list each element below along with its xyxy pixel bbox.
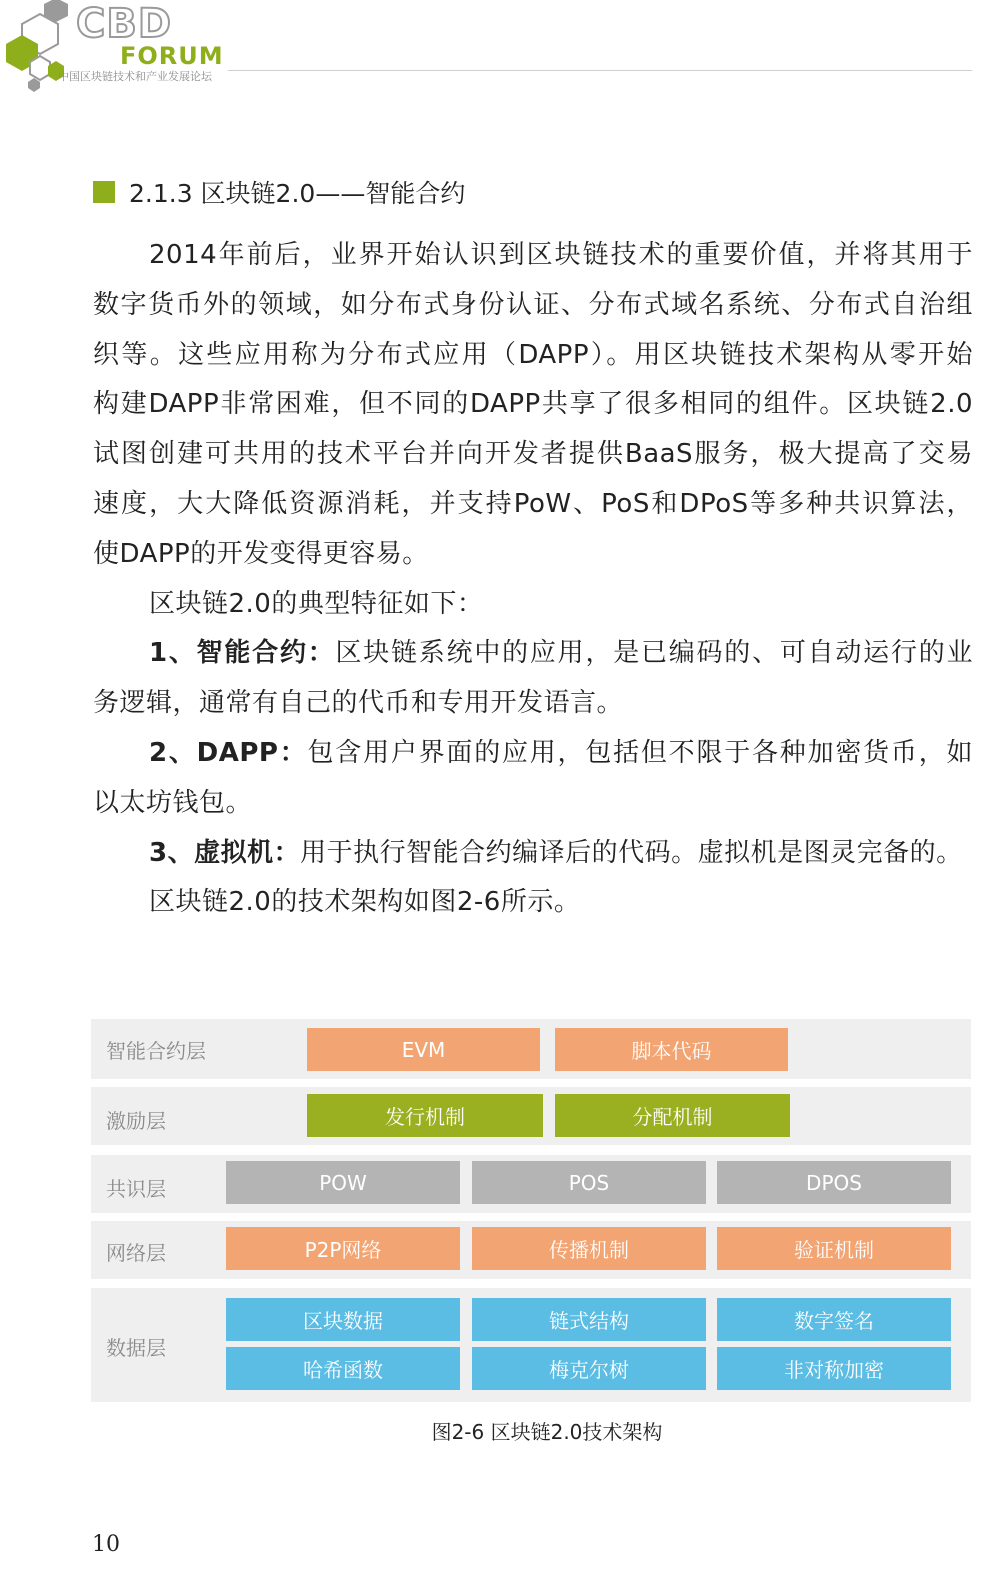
layer-smart-contract: [91, 1019, 971, 1079]
logo-forum-text: FORUM: [120, 42, 224, 70]
component-box: 哈希函数: [226, 1347, 460, 1390]
figure-reference: 区块链2.0的技术架构如图2-6所示。: [149, 887, 581, 918]
feature-item-3: [93, 829, 973, 879]
component-box: POS: [472, 1161, 706, 1204]
header-divider: [228, 70, 972, 71]
paragraph-line: 试图创建可共用的技术平台并向开发者提供BaaS服务，极大提高了交易: [93, 439, 973, 470]
feature-item-1-cont: 务逻辑，通常有自己的代币和专用开发语言。: [93, 688, 624, 719]
paragraph-line: 2014年前后，业界开始认识到区块链技术的重要价值，并将其用于: [149, 240, 973, 270]
component-box: 验证机制: [717, 1227, 951, 1270]
layer-network: [91, 1221, 971, 1279]
feature-label: 3、虚拟机：: [149, 837, 301, 868]
layer-incentive: [91, 1087, 971, 1145]
layer-label: 智能合约层: [106, 1039, 206, 1063]
logo-caption: 中国区块链技术和产业发展论坛: [58, 70, 212, 83]
feature-text: 区块链系统中的应用，是已编码的、可自动运行的业: [335, 638, 973, 669]
component-box: 区块数据: [226, 1298, 460, 1341]
layer-data: [91, 1288, 971, 1402]
component-box: POW: [226, 1161, 460, 1204]
component-box: 非对称加密: [717, 1347, 951, 1390]
component-box: 梅克尔树: [472, 1347, 706, 1390]
feature-text: 包含用户界面的应用，包括但不限于各种加密货币，如: [307, 737, 973, 768]
paragraph-line: 速度，大大降低资源消耗，并支持PoW、PoS和DPoS等多种共识算法，: [93, 488, 973, 519]
paragraph-line: 使DAPP的开发变得更容易。: [93, 538, 429, 569]
features-intro: 区块链2.0的典型特征如下：: [149, 588, 484, 619]
component-box: 传播机制: [472, 1227, 706, 1270]
paragraph-line: 织等。这些应用称为分布式应用（DAPP）。用区块链技术架构从零开始: [93, 339, 973, 370]
section-heading: [93, 174, 465, 210]
component-box: DPOS: [717, 1161, 951, 1204]
layer-label: 共识层: [106, 1177, 166, 1201]
body-text: [93, 231, 973, 928]
figure-caption: 图2-6 区块链2.0技术架构: [431, 1420, 663, 1444]
feature-text: 用于执行智能合约编译后的代码。虚拟机是图灵完备的。: [300, 837, 963, 868]
feature-item-2-cont: 以太坊钱包。: [93, 787, 253, 818]
component-box: 发行机制: [307, 1094, 543, 1137]
cbd-forum-logo: [0, 0, 240, 92]
component-box: 脚本代码: [555, 1028, 788, 1071]
layer-label: 数据层: [106, 1336, 166, 1360]
layer-label: 激励层: [106, 1109, 166, 1133]
component-box: 数字签名: [717, 1298, 951, 1341]
page-number: 10: [92, 1532, 120, 1557]
component-box: 链式结构: [472, 1298, 706, 1341]
component-box: EVM: [307, 1028, 540, 1071]
layer-consensus: [91, 1155, 971, 1213]
paragraph-line: 构建DAPP非常困难，但不同的DAPP共享了很多相同的组件。区块链2.0: [93, 389, 973, 420]
component-box: P2P网络: [226, 1227, 460, 1270]
logo-cbd-text: CBD: [76, 1, 173, 47]
feature-item-1: [93, 629, 973, 679]
component-box: 分配机制: [555, 1094, 790, 1137]
section-title: 2.1.3 区块链2.0——智能合约: [129, 179, 466, 208]
layer-label: 网络层: [106, 1241, 166, 1265]
feature-label: 1、智能合约：: [149, 638, 336, 669]
feature-label: 2、DAPP：: [149, 737, 308, 768]
section-marker-icon: [93, 181, 115, 203]
feature-item-2: [93, 729, 973, 779]
paragraph-line: 数字货币外的领域，如分布式身份认证、分布式域名系统、分布式自治组: [93, 289, 973, 320]
